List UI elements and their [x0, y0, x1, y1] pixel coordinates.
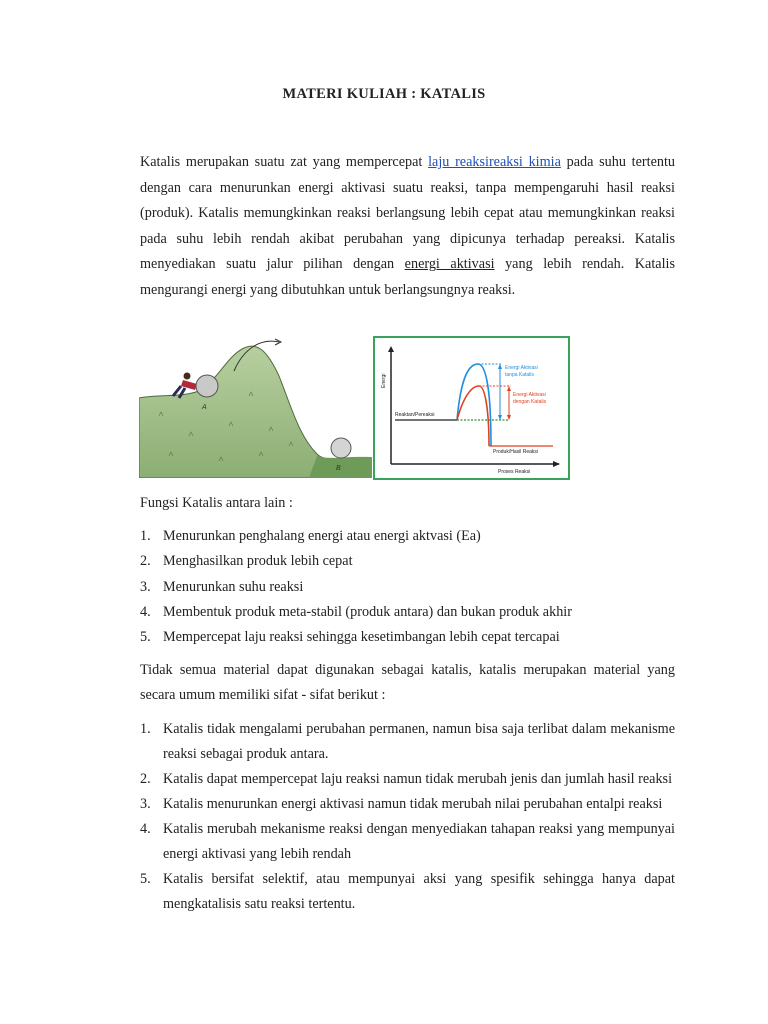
- legend-blue-line1: Energi Aktivasi: [505, 365, 538, 371]
- x-axis-label: Proses Reaksi: [498, 469, 531, 475]
- list-item: [140, 551, 675, 576]
- list-number: 4.: [140, 821, 151, 837]
- list-item: [140, 627, 675, 652]
- list-item: [140, 577, 675, 602]
- list-number: 2.: [140, 553, 151, 570]
- boulder-b: [331, 438, 351, 458]
- list-number: 3.: [140, 796, 151, 812]
- list-text: Menghasilkan produk lebih cepat: [163, 553, 353, 570]
- laju-reaksi-link[interactable]: laju reaksireaksi kimia: [428, 154, 561, 170]
- list-number: 2.: [140, 771, 151, 787]
- list-item: [140, 767, 675, 792]
- fungsi-list: [140, 526, 675, 652]
- list-text: Katalis bersifat selektif, atau mempunyai aksi yang spesifik sehingga hanya dapat mengkatalisis satu reaksi tertentu.: [163, 871, 675, 912]
- list-number: 5.: [140, 629, 151, 646]
- list-number: 1.: [140, 528, 151, 544]
- list-text: Menurunkan penghalang energi atau energi aktvasi (Ea): [163, 528, 481, 544]
- list-item: [140, 602, 675, 627]
- fungsi-heading: Fungsi Katalis antara lain :: [140, 495, 293, 511]
- legend-red-line1: Energi Aktivasi: [513, 392, 546, 398]
- intro-text-3: yang lebih rendah. Katalis mengurangi energi yang dibutuhkan untuk berlangsungnya reaksi.: [140, 256, 675, 298]
- intro-text-2: pada suhu tertentu dengan cara menurunkan energi aktivasi suatu reaksi, tanpa mempengaruhi hasil reaksi (produk). Katalis memungkinkan reaksi berlangsung lebih cepat atau memungkinkan reaksi pada suhu lebih rendah akibat perubahan yang dipicunya terhadap pereaksi. Katalis menyediakan suatu jalur pilihan dengan: [140, 154, 676, 273]
- legend-blue-line2: tanpa Katalis: [505, 372, 534, 378]
- y-axis-label: Energi: [381, 373, 387, 388]
- legend-red-line2: dengan Katalis: [513, 399, 547, 405]
- energy-diagram: [373, 336, 570, 480]
- boulder-hill-illustration: [139, 336, 372, 478]
- intro-paragraph: [140, 150, 675, 304]
- list-number: 3.: [140, 578, 151, 595]
- list-text: Membentuk produk meta-stabil (produk antara) dan bukan produk akhir: [163, 603, 572, 620]
- list-text: Mempercepat laju reaksi sehingga kesetimbangan lebih cepat tercapai: [163, 629, 560, 646]
- list-text: Katalis dapat mempercepat laju reaksi namun tidak merubah jenis dan jumlah hasil reaksi: [163, 771, 673, 787]
- sifat-list: [140, 717, 675, 917]
- list-text: Katalis merubah mekanisme reaksi dengan menyediakan tahapan reaksi yang mempunyai energi aktivasi yang lebih rendah: [163, 821, 675, 862]
- product-label: Produk/Hasil Reaksi: [493, 449, 539, 455]
- list-text: Menurunkan suhu reaksi: [163, 578, 304, 595]
- label-a: A: [202, 404, 207, 411]
- list-item: [140, 792, 675, 817]
- list-number: 4.: [140, 603, 151, 620]
- list-text: Katalis tidak mengalami perubahan permanen, namun bisa saja terlibat dalam mekanisme reaksi sebagai produk antara.: [163, 721, 675, 762]
- reactant-label: Reaktan/Pereaksi: [395, 412, 435, 418]
- intro-text-1: Katalis merupakan suatu zat yang mempercepat: [140, 154, 429, 170]
- sifat-intro-paragraph: Tidak semua material dapat digunakan sebagai katalis, katalis merupakan material yang secara umum memiliki sifat - sifat berikut :: [140, 662, 675, 703]
- list-item: [140, 867, 675, 917]
- list-number: 5.: [140, 871, 151, 887]
- list-text: Katalis menurunkan energi aktivasi namun tidak merubah nilai perubahan entalpi reaksi: [163, 796, 663, 812]
- label-b: B: [336, 465, 341, 472]
- list-item: [140, 717, 675, 767]
- list-item: [140, 817, 675, 867]
- energi-aktivasi-underlined: energi aktivasi: [404, 256, 495, 273]
- list-number: 1.: [140, 721, 151, 737]
- page-title: MATERI KULIAH : KATALIS: [282, 86, 486, 102]
- boulder-a: [196, 375, 218, 397]
- list-item: [140, 526, 675, 551]
